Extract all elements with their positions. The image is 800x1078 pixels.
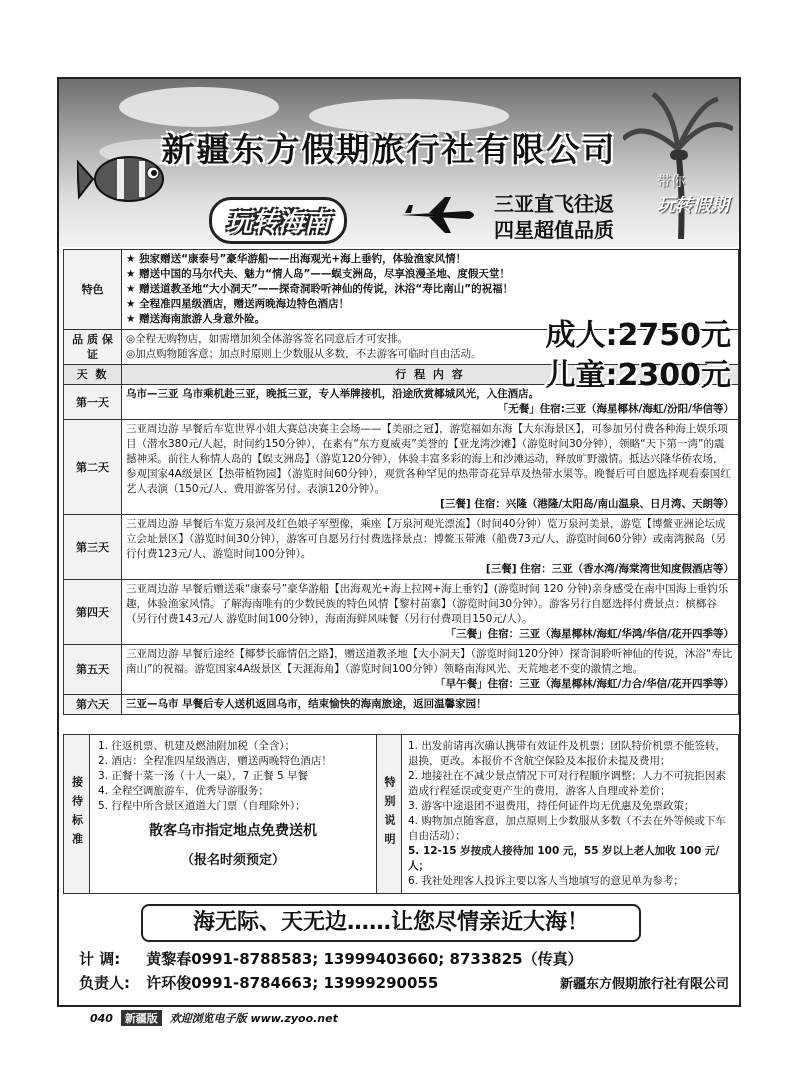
note-item: 3. 游客中途退团不退费用，持任何证件均无优惠及免票政策； [408, 800, 695, 812]
day-text: 乌市—三亚 乌市乘机赴三亚，晚抵三亚，专人举牌接机，沿途欣赏椰城风光，入住酒店。 [126, 388, 540, 400]
day-meal: [三餐] 住宿：兴隆（港隆/太阳岛/南山温泉、日月湾、天朗等） [440, 498, 734, 510]
reception-item: 5. 行程中所含景区道道大门票（自理除外）； [98, 800, 306, 812]
note-item: 4. 购物加点随客意，加点原则上少数服从多数（不去在外等候或下车自由活动）； [408, 815, 726, 842]
feature-item: ★ 赠送海南旅游人身意外险。 [126, 313, 266, 325]
company-title: 新疆东方假期旅行社有限公司 [161, 130, 617, 169]
footer-tagline[interactable]: 欢迎浏览电子版 www.zyoo.net [169, 1012, 338, 1025]
footer-company: 新疆东方假期旅行社有限公司 [559, 977, 729, 992]
reception-standards [90, 735, 376, 893]
day-label: 第一天 [64, 385, 122, 420]
day-meal: 「三餐」住宿：三亚（海星椰林/海虹/华鸿/华信/花开四季等） [445, 628, 734, 640]
reception-item: 4. 全程空调旅游车，优秀导游服务； [98, 785, 269, 797]
day-meal: 「早午餐」住宿：三亚（海星椰林/海虹/力合/华信/花开四季等） [435, 678, 734, 690]
note-item: 1. 出发前请再次确认携带有效证件及机票；团队特价机票不能签转，退换，更改。本报价不含航空保险及本报价未提及费用； [408, 740, 726, 767]
brand-logo: 玩转海南 [209, 197, 347, 244]
slogan-tagline [657, 171, 729, 217]
days-header: 天 数 [64, 365, 122, 385]
features-label: 特色 [64, 250, 122, 330]
day-row [64, 645, 739, 695]
planner-label: 计 调: [79, 950, 121, 968]
airplane-icon [399, 197, 479, 233]
special-notes [402, 735, 738, 893]
day-content [122, 420, 739, 515]
manager-line [79, 971, 583, 995]
day-label: 第四天 [64, 580, 122, 645]
day-row [64, 580, 739, 645]
reception-item: 1. 往返机票、机建及燃油附加税（全含）； [98, 740, 296, 752]
day-label: 第三天 [64, 515, 122, 580]
registration-note: （报名时须预定） [180, 853, 285, 868]
route-title [494, 191, 614, 243]
quality-line: ◎全程无购物店，如需增加须全体游客签名同意后才可安排。 [126, 333, 409, 345]
day-text: 三亚周边游 早餐后途经【椰梦长廊情侣之路】，赠送道教圣地【大小洞天】（游览时间120分钟）探奇洞聆听神仙的传说，沐浴“寿比南山”的祝福。游览国家4A级景区【天涯海角】（游览时间100分钟）领略南海风光、天荒地老不变的激情之地。 [126, 648, 733, 675]
reception-item: 2. 酒店：全程准四星级酒店，赠送两晚特色酒店！ [98, 755, 332, 767]
day-text: 三亚周边游 早餐后车览世界小姐大赛总决赛主会场——【美丽之冠】，游览福如东海【大东海景区】，可参加另付费各种海上娱乐项目（潜水380元/人起，时间约150分钟），在素有“东方夏威夷”美誉的【亚龙湾沙滩】（游览时间30分钟），领略“天下第一湾”的震撼神采。前往人称情人岛的【蜈支洲岛】（游览120分钟），体验丰富多彩的海上和沙滩运动，释放旷野激情。抵达兴隆华侨农场，参观国家4A级景区【热带植物园】（游览时间60分钟），观赏各种罕见的热带奇花异草及热带水果等。晚餐后可自愿选择观看泰国红艺人表演（150元/人、费用游客另付、表演120分钟）。 [126, 423, 731, 495]
day-meal: [三餐] 住宿：三亚（香水湾/海棠湾世知度假酒店等） [485, 563, 734, 575]
day-label: 第五天 [64, 645, 122, 695]
cloud-decoration [119, 87, 279, 127]
day-label: 第六天 [64, 695, 122, 715]
slogan-big: 玩转假期 [657, 195, 729, 216]
contact-block [79, 947, 583, 995]
slogan-small: 带你 [657, 174, 685, 190]
header-banner [59, 79, 739, 247]
day-text: 三亚周边游 早餐后车览万泉河及红色娘子军塑像，乘座【万泉河观光漂流】（时间40分钟）览万泉河美景，游览【博鳌亚洲论坛成立会址景区】（游览时间30分钟），游客可自愿另行付费选择景点：博鳌玉带滩（船费73元/人、游览时间60分钟）或南湾猴岛（另行付费123元/人、游览时间100分钟）。 [126, 518, 727, 560]
day-content [122, 695, 739, 715]
planner-line [79, 947, 583, 971]
page-number: 040 [90, 1012, 113, 1025]
page-footer [90, 1010, 338, 1026]
adult-price: 成人:2750元 [545, 318, 731, 353]
route-line-2: 四星超值品质 [494, 218, 614, 242]
day-row [64, 515, 739, 580]
reception-label: 接待标准 [64, 735, 90, 893]
manager-value: 许环俊0991-8784663; 13999290055 [146, 974, 439, 992]
flyer-page [57, 77, 741, 1007]
bottom-section [63, 734, 739, 894]
note-item: 5. 12-15 岁按成人接待加 100 元，55 岁以上老人加收 100 元/人； [408, 845, 720, 872]
day-content [122, 580, 739, 645]
feature-item: ★ 赠送中国的马尔代夫、魅力“情人岛”——蜈支洲岛，尽享浪漫圣地、度假天堂！ [126, 268, 510, 280]
price-box [546, 316, 732, 396]
day-text: 三亚周边游 早餐后赠送乘“康泰号”豪华游船【出海观光+海上拉网+海上垂钓】(游览时间 120 分钟)亲身感受在南中国海上垂钓乐趣，体验渔家风情。了解海南唯有的少数民族的特色风情【黎村苗寨】（游览时间30分钟）。游客另行自愿选择付费景点：槟榔谷（另行付费143元/人 游览时间100分钟），海南海鲜风味餐（另行付费项目150元/人）。 [126, 583, 729, 625]
day-content [122, 515, 739, 580]
route-line-1: 三亚直飞往返 [494, 192, 614, 216]
day-text: 三亚—乌市 早餐后专人送机返回乌市，结束愉快的海南旅途，返回温馨家园！ [126, 698, 487, 710]
content-header: 行 程 内 容 [122, 365, 739, 385]
day-content [122, 645, 739, 695]
feature-item: ★ 赠送道教圣地“大小洞天”——探奇洞聆听神仙的传说，沐浴“寿比南山”的祝福！ [126, 283, 514, 295]
planner-value: 黄黎春0991-8788583; 13999403660; 8733825（传真） [146, 950, 583, 968]
day-row [64, 420, 739, 515]
slogan-bar: 海无际、天无边……让您尽情亲近大海！ [141, 904, 641, 942]
reception-item: 3. 正餐十菜一汤（十人一桌），7 正餐 5 早餐 [98, 770, 308, 782]
day-row [64, 695, 739, 715]
free-pickup-note: 散客乌市指定地点免费送机 [149, 823, 317, 839]
day-meal: 「无餐」住宿:三亚（海星椰林/海虹/汾阳/华信等） [497, 403, 734, 415]
feature-item: ★ 独家赠送“康泰号”豪华游船——出海观光+海上垂钓，体验渔家风情！ [126, 253, 467, 265]
note-item: 6. 我社处理客人投诉主要以客人当地填写的意见单为参考； [408, 875, 684, 887]
note-item: 2. 地接社在不减少景点情况下可对行程顺序调整；人力不可抗拒因素造成行程延误或变更产生的费用，游客人自理或补差价； [408, 770, 726, 797]
quality-label: 品 质 保 证 [64, 330, 122, 365]
manager-label: 负责人: [79, 974, 130, 992]
quality-line: ◎加点购物随客意；加点时原则上少数服从多数，不去游客可临时自由活动。 [126, 348, 482, 360]
feature-item: ★ 全程准四星级酒店，赠送两晚海边特色酒店！ [126, 298, 350, 310]
notes-label: 特别说明 [376, 735, 402, 893]
child-price: 儿童:2300元 [545, 358, 731, 393]
day-label: 第二天 [64, 420, 122, 515]
section-tag: 新疆版 [121, 1010, 162, 1026]
